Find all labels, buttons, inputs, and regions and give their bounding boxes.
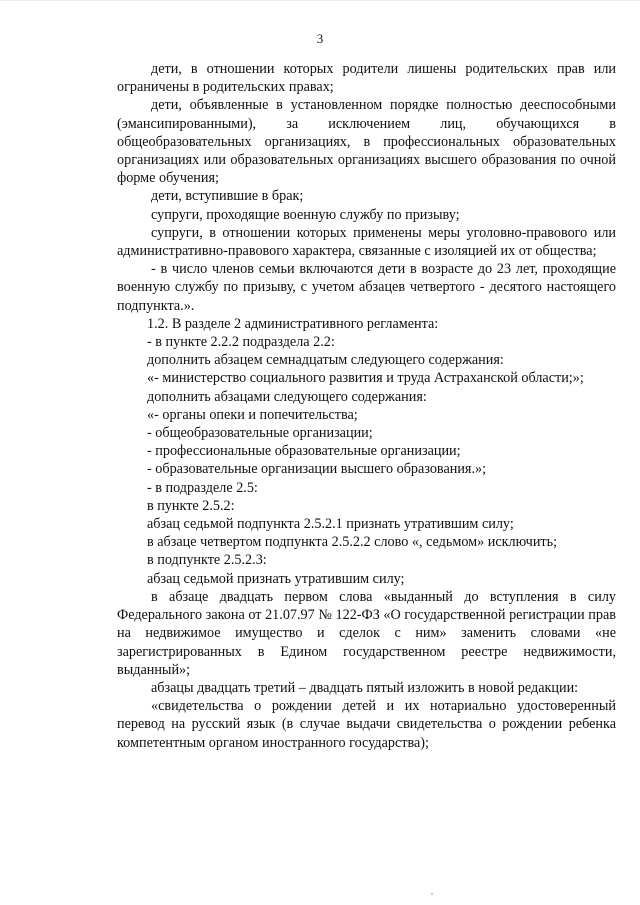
paragraph: в абзаце четвертом подпункта 2.5.2.2 слово «, седьмом» исключить; — [147, 534, 558, 551]
paragraph: «свидетельства о рождении детей и их нотариально удостоверенный перевод на русский язык (в случае выдачи свидетельства о рождении ребенка компетентным органом иностранного государства); — [117, 698, 616, 751]
paragraph: 1.2. В разделе 2 административного регламента: — [147, 315, 439, 332]
document-body — [117, 60, 616, 752]
paragraph: «- министерство социального развития и труда Астраханской области;»; — [147, 370, 584, 387]
paragraph: супруги, в отношении которых применены меры уголовно-правового или административно-правового характера, связанные с изоляцией их от общества; — [117, 224, 616, 260]
paragraph: - в пункте 2.2.2 подраздела 2.2: — [147, 334, 335, 351]
paragraph: - в подразделе 2.5: — [147, 479, 258, 496]
paragraph: - профессиональные образовательные организации; — [147, 443, 461, 460]
paragraph: - общеобразовательные организации; — [147, 425, 373, 442]
paragraph: «- органы опеки и попечительства; — [147, 406, 358, 423]
paragraph: в абзаце двадцать первом слова «выданный до вступления в силу Федерального закона от 21.07.97 № 122-ФЗ «О государственной регистрации прав на недвижимое имущество и сделок с ним» заменить словами «не зарегистрированных в Едином государственном реестре недвижимости, выданный»; — [117, 588, 616, 678]
paragraph: дети, вступившие в брак; — [151, 188, 304, 205]
scan-speck — [431, 893, 433, 895]
paragraph: - образовательные организации высшего образования.»; — [147, 461, 487, 478]
page-number: 3 — [316, 31, 324, 46]
paragraph: абзац седьмой подпункта 2.5.2.1 признать утратившим силу; — [147, 516, 514, 533]
paragraph: абзац седьмой признать утратившим силу; — [147, 570, 405, 587]
paragraph: дети, объявленные в установленном порядке полностью дееспособными (эмансипированными), за исключением лиц, обучающихся в общеобразовательных организациях, в профессиональных образовательных организациях или образовательных организациях высшего образования по очной форме обучения; — [117, 97, 616, 187]
scan-edge-mark — [0, 0, 640, 1]
paragraph: дополнить абзацем семнадцатым следующего содержания: — [147, 352, 504, 369]
paragraph: супруги, проходящие военную службу по призыву; — [151, 206, 460, 223]
paragraph: абзацы двадцать третий – двадцать пятый изложить в новой редакции: — [151, 679, 579, 696]
paragraph: - в число членов семьи включаются дети в возрасте до 23 лет, проходящие военную службу по призыву, с учетом абзацев четвертого - десятого настоящего подпункта.». — [117, 261, 616, 314]
paragraph: дополнить абзацами следующего содержания: — [147, 388, 427, 405]
paragraph: в подпункте 2.5.2.3: — [147, 552, 267, 569]
paragraph: в пункте 2.5.2: — [147, 497, 235, 514]
paragraph: дети, в отношении которых родители лишены родительских прав или ограничены в родительских правах; — [117, 61, 616, 96]
